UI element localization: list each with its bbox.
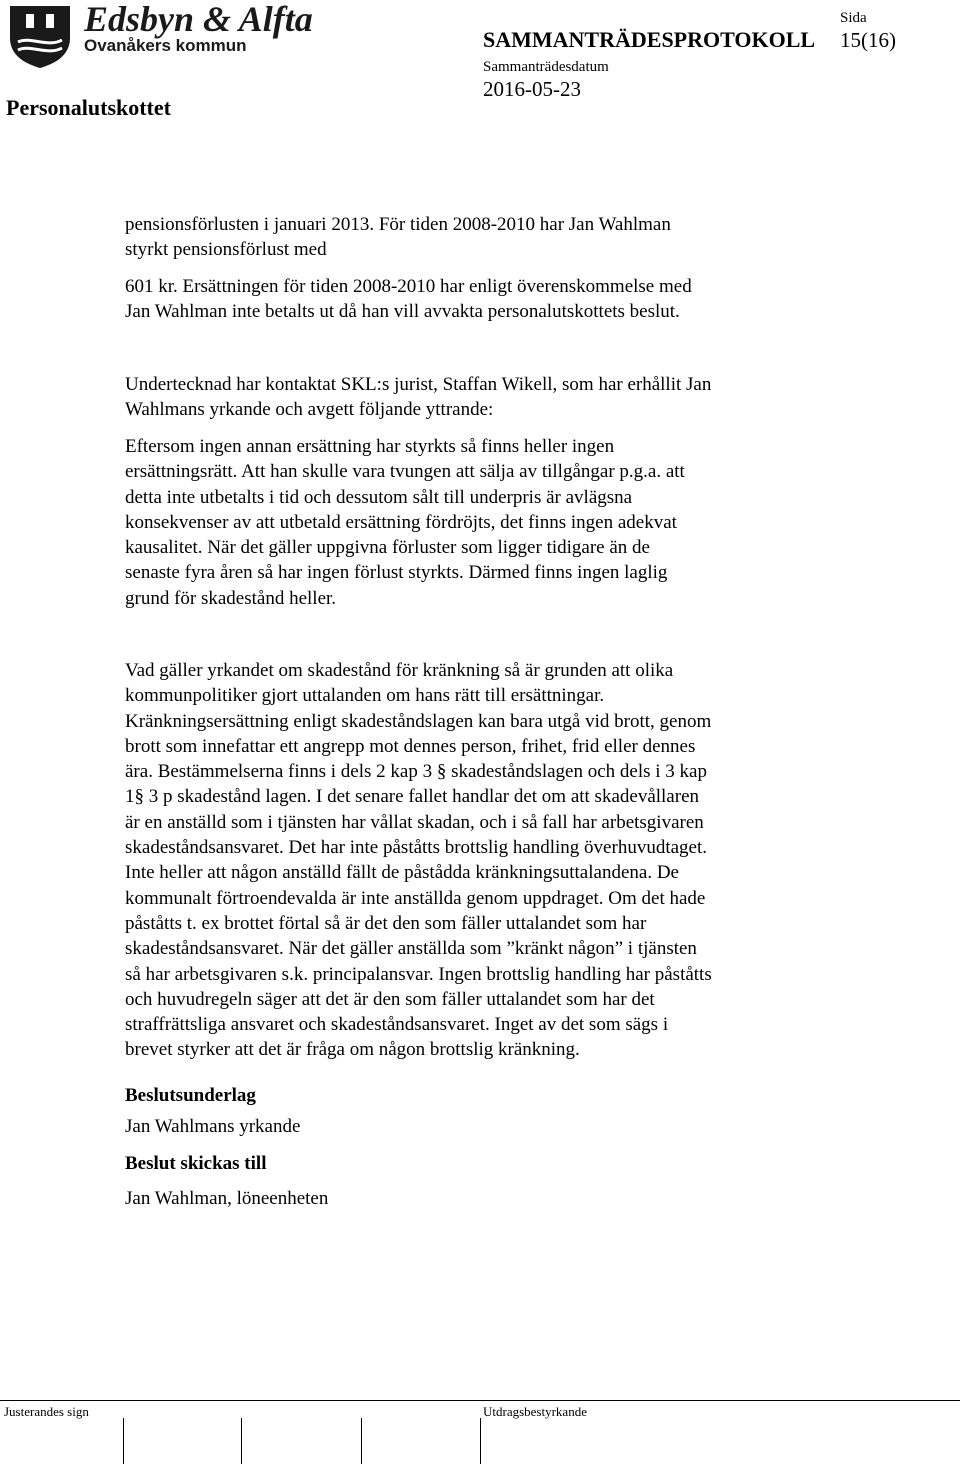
text-line: ära. Bestämmelserna finns i dels 2 kap 3 § skadeståndslagen och dels i 3 kap xyxy=(125,761,707,783)
meeting-date-label: Sammanträdesdatum xyxy=(483,59,609,75)
text-line: ersättningsrätt. Att han skulle vara tvungen att sälja av tillgångar p.g.a. att xyxy=(125,461,685,483)
text-line: kommunpolitiker gjort uttalanden om hans rätt till ersättningar. xyxy=(125,685,605,707)
text-line: grund för skadestånd heller. xyxy=(125,587,337,609)
text-line: brevet styrker att det är fråga om någon brottslig kränkning. xyxy=(125,1039,580,1061)
text-line: konsekvenser av att utbetald ersättning fördröjts, det finns ingen adekvat xyxy=(125,511,677,533)
page-label: Sida xyxy=(840,10,867,26)
paragraph-3 xyxy=(125,372,711,423)
beslut-skickas-heading: Beslut skickas till xyxy=(125,1153,267,1174)
text-line: kausalitet. När det gäller uppgivna förluster som ligger tidigare än de xyxy=(125,537,650,559)
text-line: så har arbetsgivaren s.k. principalansvar. Ingen brottslig handling har påståtts xyxy=(125,963,712,985)
text-line: 1§ 3 p skadestånd lagen. I det senare fallet handlar det om att skadevållaren xyxy=(125,786,699,808)
signature-box-divider xyxy=(361,1418,362,1464)
committee-name: Personalutskottet xyxy=(6,95,171,120)
justerandes-sign-label: Justerandes sign xyxy=(4,1404,89,1419)
document-title: SAMMANTRÄDESPROTOKOLL xyxy=(483,27,816,52)
text-line: styrkt pensionsförlust med xyxy=(125,239,327,261)
text-line: Inte heller att någon anställd fällt de påstådda kränkningsuttalandena. De xyxy=(125,862,679,884)
text-line: och huvudregeln säger att det är den som fäller uttalandet som har det xyxy=(125,988,655,1010)
signature-box-divider xyxy=(480,1418,481,1464)
text-line: detta inte utbetalts i tid och dessutom sålt till underpris är avlägsna xyxy=(125,486,633,508)
text-line: senaste fyra åren så har ingen förlust styrkts. Därmed finns ingen laglig xyxy=(125,562,668,584)
text-line: straffrättsliga ansvaret och skadeståndsansvaret. Inget av det som sägs i xyxy=(125,1014,669,1036)
text-line: Jan Wahlman inte betalts ut då han vill avvakta personalutskottets beslut. xyxy=(125,301,680,323)
signature-box-divider xyxy=(123,1418,124,1464)
text-line: brott som innefattar ett angrepp mot dennes person, frihet, frid eller dennes xyxy=(125,735,696,757)
beslutsunderlag-text: Jan Wahlmans yrkande xyxy=(125,1116,301,1137)
beslut-skickas-text: Jan Wahlman, löneenheten xyxy=(125,1188,329,1209)
page-number: 15(16) xyxy=(840,28,896,52)
quoted-statement xyxy=(125,434,685,611)
text-line: Undertecknad har kontaktat SKL:s jurist, Staffan Wikell, som har erhållit Jan xyxy=(125,374,712,395)
text-line: skadeståndsansvaret. Det har inte påståtts brottslig handling överhuvudtaget. xyxy=(125,837,707,859)
text-line: 601 kr. Ersättningen för tiden 2008-2010 har enligt överenskommelse med xyxy=(125,276,692,297)
beslutsunderlag-heading: Beslutsunderlag xyxy=(125,1085,256,1106)
logo-subtitle: Ovanåkers kommun xyxy=(84,36,247,55)
signature-box-divider xyxy=(241,1418,242,1464)
text-line: skadeståndsansvaret. När det gäller anställda som ”kränkt någon” i tjänsten xyxy=(125,938,697,960)
logo-title: Edsbyn & Alfta xyxy=(84,0,313,39)
footer-divider xyxy=(0,1400,960,1401)
text-line: påståtts t. ex brottet förtal så är det den som fäller uttalandet som har xyxy=(125,912,647,934)
paragraph-2 xyxy=(125,274,692,325)
text-line: pensionsförlusten i januari 2013. För tiden 2008-2010 har Jan Wahlman xyxy=(125,214,671,235)
meeting-date: 2016-05-23 xyxy=(483,77,581,101)
municipality-logo xyxy=(4,2,324,70)
paragraph-5 xyxy=(125,658,712,1063)
coat-of-arms-icon xyxy=(4,2,76,68)
text-line: kommunalt förtroendevalda är inte anställda genom uppdraget. Om det hade xyxy=(125,887,706,909)
utdragsbestyrkande-label: Utdragsbestyrkande xyxy=(483,1404,587,1419)
text-line: Kränkningsersättning enligt skadeståndslagen kan bara utgå vid brott, genom xyxy=(125,710,712,732)
text-line: är en anställd som i tjänsten har vållat skadan, och i så fall har arbetsgivaren xyxy=(125,811,704,833)
text-line: Wahlmans yrkande och avgett följande yttrande: xyxy=(125,399,494,421)
text-line: Eftersom ingen annan ersättning har styrkts så finns heller ingen xyxy=(125,436,615,457)
paragraph-1 xyxy=(125,212,671,263)
text-line: Vad gäller yrkandet om skadestånd för kränkning så är grunden att olika xyxy=(125,660,674,681)
